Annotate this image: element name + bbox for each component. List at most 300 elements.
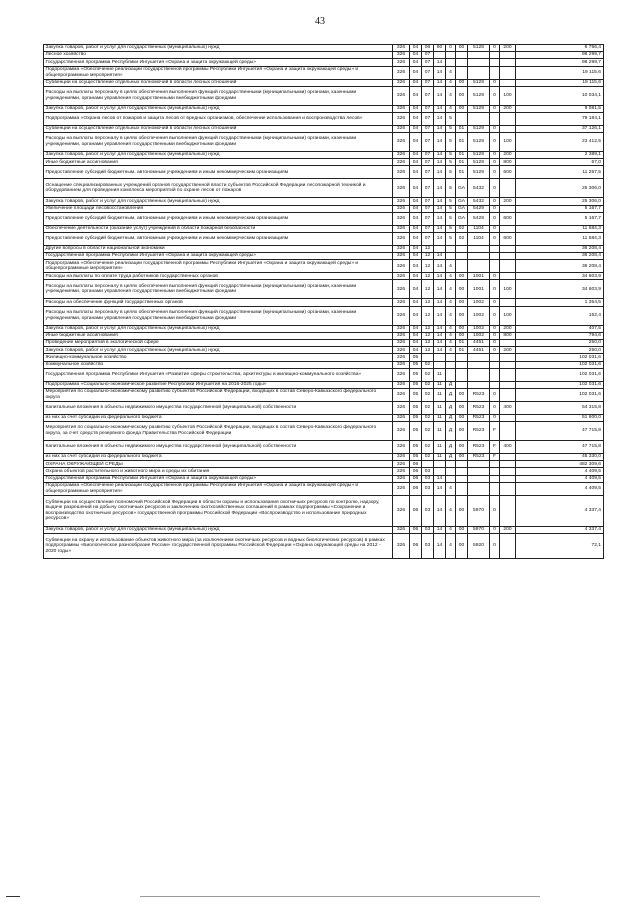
- amount-cell: 6 756,4: [516, 45, 604, 52]
- table-row: [44, 212, 604, 225]
- code-cell-pr: [422, 461, 434, 468]
- code-cell-pr: 06: [422, 45, 434, 52]
- code-cell-pr: 03: [422, 495, 434, 526]
- code-cell-p5: 0: [490, 347, 500, 354]
- code-cell-p2: Д: [446, 422, 456, 441]
- table-row: [44, 461, 604, 468]
- code-cell-gr: 326: [393, 388, 410, 401]
- code-cell-p3: GA: [456, 198, 468, 205]
- code-cell-rz: 04: [410, 159, 422, 166]
- code-cell-gr: 326: [393, 212, 410, 225]
- code-cell-gr: 326: [393, 325, 410, 332]
- code-cell-vr: 600: [500, 166, 516, 179]
- code-cell-p2: [446, 253, 456, 260]
- code-cell-pr: 12: [422, 245, 434, 252]
- code-cell-gr: 326: [393, 306, 410, 325]
- code-cell-p1: 11: [434, 441, 446, 454]
- code-cell-p1: 14: [434, 59, 446, 66]
- code-cell-vr: [500, 368, 516, 381]
- code-cell-p5: [490, 368, 500, 381]
- amount-cell: 250,0: [516, 340, 604, 347]
- code-cell-rz: 04: [410, 179, 422, 198]
- code-cell-p3: 00: [456, 388, 468, 401]
- code-cell-p5: [490, 361, 500, 368]
- code-cell-p2: 5: [446, 205, 456, 212]
- code-cell-p1: 14: [434, 526, 446, 533]
- scan-mark: [6, 896, 20, 897]
- code-cell-vr: [500, 454, 516, 461]
- code-cell-p2: 5: [446, 198, 456, 205]
- code-cell-vr: [500, 66, 516, 79]
- code-cell-pr: 07: [422, 125, 434, 132]
- code-cell-p3: GA: [456, 205, 468, 212]
- code-cell-p5: [490, 468, 500, 475]
- amount-cell: 34 603,9: [516, 273, 604, 280]
- row-name: Закупка товаров, работ и услуг для государственных (муниципальных) нужд: [44, 105, 393, 112]
- code-cell-p2: 5: [446, 133, 456, 152]
- code-cell-vr: [500, 340, 516, 347]
- code-cell-p3: 00: [456, 401, 468, 414]
- code-cell-p5: [490, 461, 500, 468]
- code-cell-p1: 14: [434, 112, 446, 125]
- row-name: Мероприятия по социально-экономическому развитию субъектов Российской Федерации, входящих в состав Северо-Кавказского федерального округа: [44, 388, 393, 401]
- code-cell-p4: [468, 381, 490, 388]
- code-cell-p3: 01: [456, 347, 468, 354]
- code-cell-gr: 326: [393, 179, 410, 198]
- code-cell-p1: 14: [434, 232, 446, 245]
- code-cell-p3: [456, 368, 468, 381]
- code-cell-p5: 0: [490, 273, 500, 280]
- row-name: Капитальные вложения в объекты недвижимого имущества государственной (муниципальной) собственности: [44, 441, 393, 454]
- code-cell-p5: 0: [490, 159, 500, 166]
- code-cell-rz: 05: [410, 422, 422, 441]
- code-cell-vr: 100: [500, 306, 516, 325]
- code-cell-p1: [434, 461, 446, 468]
- code-cell-p5: 0: [490, 299, 500, 306]
- table-row: [44, 340, 604, 347]
- row-name: Закупка товаров, работ и услуг для государственных (муниципальных) нужд: [44, 198, 393, 205]
- code-cell-p5: 0: [490, 280, 500, 299]
- code-cell-p3: [456, 381, 468, 388]
- table-row: [44, 325, 604, 332]
- code-cell-p1: 14: [434, 133, 446, 152]
- code-cell-gr: 326: [393, 59, 410, 66]
- code-cell-vr: [500, 253, 516, 260]
- code-cell-p3: 01: [456, 125, 468, 132]
- code-cell-vr: 200: [500, 105, 516, 112]
- code-cell-vr: [500, 381, 516, 388]
- code-cell-p2: Д: [446, 401, 456, 414]
- code-cell-p2: 4: [446, 79, 456, 86]
- code-cell-p3: 00: [456, 454, 468, 461]
- code-cell-p3: 00: [456, 299, 468, 306]
- code-cell-p2: 4: [446, 105, 456, 112]
- table-row: [44, 232, 604, 245]
- code-cell-gr: 326: [393, 45, 410, 52]
- table-row: [44, 245, 604, 252]
- code-cell-p3: [456, 482, 468, 495]
- code-cell-p5: 0: [490, 205, 500, 212]
- table-row: [44, 86, 604, 105]
- code-cell-p5: F: [490, 441, 500, 454]
- code-cell-p3: 01: [456, 152, 468, 159]
- amount-cell: 37 126,1: [516, 125, 604, 132]
- table-row: [44, 105, 604, 112]
- code-cell-p5: 0: [490, 179, 500, 198]
- code-cell-rz: 06: [410, 475, 422, 482]
- table-row: [44, 79, 604, 86]
- code-cell-p5: F: [490, 422, 500, 441]
- code-cell-p1: 14: [434, 332, 446, 339]
- code-cell-p2: 5: [446, 179, 456, 198]
- code-cell-pr: 03: [422, 526, 434, 533]
- amount-cell: 4 409,5: [516, 468, 604, 475]
- row-name: Расходы на выплаты персоналу в целях обеспечения выполнения функций государственными (муниципальными) органами, казенными учреждениями, органами управления государственными внебюджетными фондами: [44, 280, 393, 299]
- code-cell-rz: 04: [410, 325, 422, 332]
- code-cell-gr: 326: [393, 354, 410, 361]
- code-cell-p1: 11: [434, 414, 446, 421]
- code-cell-p4: 1104: [468, 232, 490, 245]
- code-cell-vr: [500, 495, 516, 526]
- table-row: [44, 381, 604, 388]
- amount-cell: 407,5: [516, 325, 604, 332]
- code-cell-p3: 00: [456, 332, 468, 339]
- code-cell-p4: [468, 461, 490, 468]
- amount-cell: 67,0: [516, 159, 604, 166]
- table-row: [44, 495, 604, 526]
- amount-cell: 72,1: [516, 533, 604, 558]
- row-name: Закупка товаров, работ и услуг для государственных (муниципальных) нужд: [44, 526, 393, 533]
- code-cell-p3: 00: [456, 495, 468, 526]
- table-row: [44, 253, 604, 260]
- code-cell-gr: 326: [393, 340, 410, 347]
- code-cell-p1: 14: [434, 495, 446, 526]
- code-cell-p2: [446, 468, 456, 475]
- row-name: Мероприятия по социально-экономическому развитию субъектов Российской Федерации, входящих в состав Северо-Кавказского федерального округа, за счет средств резервного фонда Правительства Российской Федерации: [44, 422, 393, 441]
- code-cell-vr: [500, 461, 516, 468]
- code-cell-p2: 4: [446, 306, 456, 325]
- code-cell-pr: 02: [422, 388, 434, 401]
- code-cell-p4: 5129: [468, 79, 490, 86]
- code-cell-p1: 11: [434, 422, 446, 441]
- code-cell-p5: 0: [490, 306, 500, 325]
- code-cell-rz: 04: [410, 125, 422, 132]
- row-name: Субвенции на охрану и использование объектов животного мира (за исключением охотничьих ресурсов и водных биологических ресурсов) в рамках подпрограммы «Биологическое разнообразие России» государственной программы Российской Федерации «Охрана окружающей среды на 2012 - 2020 годы»: [44, 533, 393, 558]
- row-name: Проведение мероприятий в экологической сфере: [44, 340, 393, 347]
- code-cell-p2: 4: [446, 280, 456, 299]
- code-cell-vr: [500, 245, 516, 252]
- code-cell-gr: 326: [393, 454, 410, 461]
- code-cell-p2: [446, 368, 456, 381]
- code-cell-p1: 90: [434, 45, 446, 52]
- code-cell-gr: 326: [393, 253, 410, 260]
- code-cell-p3: [456, 475, 468, 482]
- code-cell-p2: 4: [446, 299, 456, 306]
- code-cell-p5: [490, 245, 500, 252]
- code-cell-vr: 400: [500, 401, 516, 414]
- code-cell-p1: [434, 354, 446, 361]
- table-row: [44, 280, 604, 299]
- code-cell-gr: 326: [393, 468, 410, 475]
- code-cell-p2: 5: [446, 112, 456, 125]
- table-row: [44, 347, 604, 354]
- row-name: Государственная программа Республики Ингушетия «Охрана и защита окружающей среды»: [44, 59, 393, 66]
- amount-cell: 102 031,6: [516, 388, 604, 401]
- code-cell-pr: 03: [422, 468, 434, 475]
- row-name: Закупка товаров, работ и услуг для государственных (муниципальных) нужд: [44, 325, 393, 332]
- row-name: Охрана объектов растительного и животного мира и среды их обитания: [44, 468, 393, 475]
- row-name: Субвенции на осуществление полномочий Российской Федерации в области охраны и использования охотничьих ресурсов по контролю, надзору, выдаче разрешений на добычу охотничьих ресурсов и заключению охотхозяйственных соглашений в рамках подпрограммы «Сохранение и воспроизводство охотничьих ресурсов» государственной программы Российской Федерации «Воспроизводство и использование природных ресурсов»: [44, 495, 393, 526]
- code-cell-rz: 04: [410, 273, 422, 280]
- table-body: [44, 45, 604, 559]
- amount-cell: 36 208,4: [516, 253, 604, 260]
- amount-cell: 36 208,4: [516, 260, 604, 273]
- code-cell-p4: R523: [468, 388, 490, 401]
- code-cell-rz: 04: [410, 45, 422, 52]
- code-cell-pr: 02: [422, 422, 434, 441]
- amount-cell: 11 584,3: [516, 225, 604, 232]
- code-cell-gr: 326: [393, 347, 410, 354]
- code-cell-rz: 05: [410, 441, 422, 454]
- code-cell-p3: [456, 245, 468, 252]
- code-cell-pr: 02: [422, 414, 434, 421]
- code-cell-rz: 06: [410, 495, 422, 526]
- code-cell-gr: 326: [393, 533, 410, 558]
- table-row: [44, 152, 604, 159]
- code-cell-vr: 600: [500, 212, 516, 225]
- code-cell-p4: 5970: [468, 495, 490, 526]
- code-cell-p5: [490, 381, 500, 388]
- code-cell-p5: [490, 260, 500, 273]
- code-cell-p5: 0: [490, 388, 500, 401]
- code-cell-p2: [446, 461, 456, 468]
- code-cell-p2: Д: [446, 381, 456, 388]
- code-cell-p4: R523: [468, 454, 490, 461]
- code-cell-pr: 07: [422, 112, 434, 125]
- table-row: [44, 125, 604, 132]
- code-cell-p4: [468, 368, 490, 381]
- code-cell-p2: 5: [446, 159, 456, 166]
- code-cell-gr: 326: [393, 86, 410, 105]
- row-name: Подпрограмма «Охрана лесов от пожаров и защита лесов от вредных организмов, обеспечение использования и воспроизводства лесов»: [44, 112, 393, 125]
- code-cell-p3: [456, 361, 468, 368]
- amount-cell: 25 306,0: [516, 179, 604, 198]
- code-cell-p4: 5129: [468, 133, 490, 152]
- table-row: [44, 166, 604, 179]
- amount-cell: 4 409,5: [516, 482, 604, 495]
- code-cell-gr: 326: [393, 332, 410, 339]
- table-row: [44, 260, 604, 273]
- code-cell-vr: 400: [500, 441, 516, 454]
- code-cell-gr: 326: [393, 361, 410, 368]
- code-cell-vr: [500, 482, 516, 495]
- code-cell-vr: [500, 414, 516, 421]
- code-cell-vr: 100: [500, 133, 516, 152]
- code-cell-p2: 5: [446, 232, 456, 245]
- code-cell-p3: 00: [456, 105, 468, 112]
- code-cell-p2: 5: [446, 225, 456, 232]
- code-cell-p5: 0: [490, 495, 500, 526]
- code-cell-gr: 326: [393, 414, 410, 421]
- row-name: Другие вопросы в области национальной экономики: [44, 245, 393, 252]
- code-cell-rz: 05: [410, 414, 422, 421]
- code-cell-gr: 326: [393, 260, 410, 273]
- row-name: Подпрограмма «Обеспечение реализации государственной программы Республики Ингушетия «Охрана и защита окружающей среды» и общепрограммные мероприятия»: [44, 482, 393, 495]
- amount-cell: 250,0: [516, 347, 604, 354]
- code-cell-p4: [468, 245, 490, 252]
- code-cell-p1: [434, 468, 446, 475]
- table-row: [44, 159, 604, 166]
- table-row: [44, 45, 604, 52]
- code-cell-p1: 11: [434, 401, 446, 414]
- code-cell-p3: 00: [456, 441, 468, 454]
- code-cell-vr: [500, 225, 516, 232]
- code-cell-p1: 14: [434, 533, 446, 558]
- code-cell-p4: 1002: [468, 325, 490, 332]
- row-name: Иные бюджетные ассигнования: [44, 159, 393, 166]
- code-cell-pr: 12: [422, 260, 434, 273]
- code-cell-p5: 0: [490, 133, 500, 152]
- code-cell-p3: 00: [456, 325, 468, 332]
- code-cell-p4: [468, 468, 490, 475]
- table-row: [44, 354, 604, 361]
- code-cell-vr: [500, 112, 516, 125]
- amount-cell: 79 184,1: [516, 112, 604, 125]
- table-row: [44, 475, 604, 482]
- row-name: Иные бюджетные ассигнования: [44, 332, 393, 339]
- code-cell-p1: 14: [434, 105, 446, 112]
- table-row: [44, 299, 604, 306]
- code-cell-p1: 14: [434, 260, 446, 273]
- budget-table: [43, 44, 604, 559]
- code-cell-p5: 0: [490, 125, 500, 132]
- code-cell-pr: 02: [422, 368, 434, 381]
- code-cell-p1: 14: [434, 212, 446, 225]
- code-cell-gr: 326: [393, 198, 410, 205]
- code-cell-p5: 0: [490, 332, 500, 339]
- table-row: [44, 66, 604, 79]
- code-cell-pr: 07: [422, 86, 434, 105]
- code-cell-p3: 00: [456, 45, 468, 52]
- code-cell-vr: 100: [500, 86, 516, 105]
- code-cell-rz: 05: [410, 401, 422, 414]
- row-name: Закупка товаров, работ и услуг для государственных (муниципальных) нужд: [44, 347, 393, 354]
- code-cell-vr: 800: [500, 332, 516, 339]
- code-cell-pr: 12: [422, 325, 434, 332]
- code-cell-p5: 0: [490, 79, 500, 86]
- code-cell-vr: 100: [500, 280, 516, 299]
- row-name: Подпрограмма «Социально-экономическое развитие Республики Ингушетия на 2016-2025 годы»: [44, 381, 393, 388]
- table-row: [44, 332, 604, 339]
- code-cell-gr: 326: [393, 461, 410, 468]
- code-cell-gr: 326: [393, 66, 410, 79]
- code-cell-rz: 04: [410, 198, 422, 205]
- code-cell-p2: Д: [446, 388, 456, 401]
- amount-cell: 482 309,6: [516, 461, 604, 468]
- code-cell-gr: 326: [393, 52, 410, 59]
- amount-cell: 794,6: [516, 332, 604, 339]
- code-cell-rz: 04: [410, 52, 422, 59]
- code-cell-rz: 04: [410, 280, 422, 299]
- code-cell-vr: [500, 59, 516, 66]
- code-cell-p1: 14: [434, 152, 446, 159]
- code-cell-vr: 200: [500, 526, 516, 533]
- code-cell-rz: 04: [410, 66, 422, 79]
- code-cell-p3: 02: [456, 225, 468, 232]
- table-row: [44, 52, 604, 59]
- amount-cell: 54 315,8: [516, 401, 604, 414]
- code-cell-p2: [446, 59, 456, 66]
- table-row: [44, 133, 604, 152]
- code-cell-p2: 4: [446, 347, 456, 354]
- code-cell-p5: [490, 354, 500, 361]
- code-cell-p3: [456, 260, 468, 273]
- code-cell-p4: 5128: [468, 45, 490, 52]
- row-name: Подпрограмма «Обеспечение реализации государственной программы Республики Ингушетия «Охрана и защита окружающей среды» и общепрограммные мероприятия»: [44, 260, 393, 273]
- code-cell-p1: 14: [434, 340, 446, 347]
- code-cell-pr: 07: [422, 212, 434, 225]
- code-cell-vr: [500, 468, 516, 475]
- code-cell-rz: 05: [410, 454, 422, 461]
- code-cell-p1: 11: [434, 368, 446, 381]
- code-cell-p1: 11: [434, 454, 446, 461]
- amount-cell: 51 600,0: [516, 414, 604, 421]
- code-cell-pr: 07: [422, 133, 434, 152]
- table-row: [44, 454, 604, 461]
- amount-cell: 5 167,7: [516, 205, 604, 212]
- code-cell-gr: 326: [393, 441, 410, 454]
- code-cell-p5: [490, 52, 500, 59]
- code-cell-vr: 200: [500, 152, 516, 159]
- code-cell-rz: 04: [410, 260, 422, 273]
- code-cell-p1: 14: [434, 347, 446, 354]
- code-cell-pr: 07: [422, 225, 434, 232]
- code-cell-p4: 5429: [468, 212, 490, 225]
- table-row: [44, 422, 604, 441]
- code-cell-p1: [434, 361, 446, 368]
- code-cell-p3: 00: [456, 533, 468, 558]
- code-cell-p2: 5: [446, 166, 456, 179]
- code-cell-p2: 5: [446, 212, 456, 225]
- code-cell-pr: 12: [422, 347, 434, 354]
- code-cell-rz: 04: [410, 347, 422, 354]
- amount-cell: 2 389,1: [516, 152, 604, 159]
- code-cell-p1: 11: [434, 388, 446, 401]
- code-cell-p4: [468, 361, 490, 368]
- code-cell-vr: 200: [500, 325, 516, 332]
- code-cell-pr: 02: [422, 454, 434, 461]
- row-name: Предоставление субсидий бюджетным, автономным учреждениям и иным некоммерческим организациям: [44, 232, 393, 245]
- code-cell-gr: 326: [393, 475, 410, 482]
- code-cell-gr: 326: [393, 125, 410, 132]
- row-name: Лесное хозяйство: [44, 52, 393, 59]
- code-cell-p1: 14: [434, 325, 446, 332]
- code-cell-rz: 06: [410, 461, 422, 468]
- code-cell-p4: 1002: [468, 299, 490, 306]
- code-cell-vr: [500, 361, 516, 368]
- code-cell-rz: 04: [410, 299, 422, 306]
- code-cell-p3: 00: [456, 526, 468, 533]
- code-cell-p3: GA: [456, 212, 468, 225]
- code-cell-p4: [468, 354, 490, 361]
- code-cell-p3: 01: [456, 159, 468, 166]
- code-cell-pr: 07: [422, 205, 434, 212]
- code-cell-p4: 5129: [468, 86, 490, 105]
- code-cell-p3: 00: [456, 86, 468, 105]
- code-cell-rz: 05: [410, 361, 422, 368]
- code-cell-p2: Д: [446, 454, 456, 461]
- amount-cell: 11 257,5: [516, 166, 604, 179]
